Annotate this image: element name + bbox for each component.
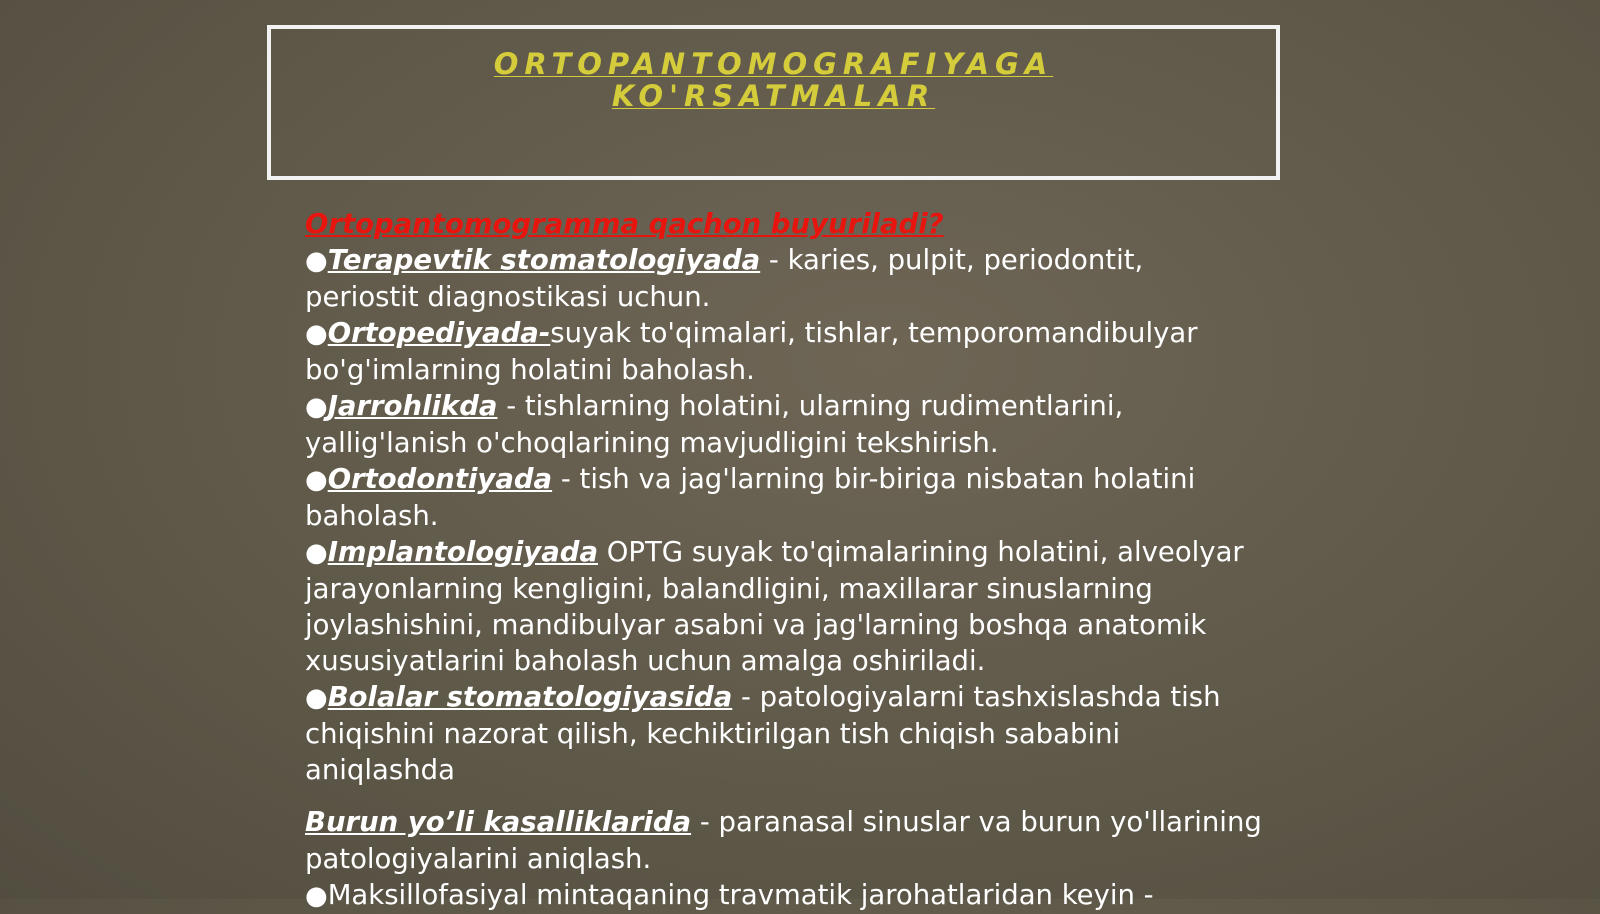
title-frame — [267, 25, 1280, 180]
list-item-bolalar — [305, 679, 1265, 788]
list-item-ortodontiya — [305, 461, 1265, 534]
item-term: Ortopediyada- — [327, 317, 551, 349]
item-term: Burun yo’li kasalliklarida — [305, 806, 692, 838]
item-text: - paranasal sinuslar va burun yo'llarining patologiyalarini aniqlash. — [305, 806, 1262, 875]
slide-title — [271, 48, 1276, 112]
item-text: - tishlarning holatini, ularning rudimentlarini, yallig'lanish o'choqlarining mavjudligini tekshirish. — [305, 390, 1124, 459]
slide-title-line2: KO'RSATMALAR — [611, 79, 936, 113]
list-item-ortopediya — [305, 315, 1265, 388]
bullet-icon: ● — [305, 246, 328, 276]
slide-title-line1: ORTOPANTOMOGRAFIYAGA — [493, 47, 1054, 81]
item-text: - tish va jag'larning bir-biriga nisbatan holatini baholash. — [305, 463, 1196, 532]
item-text: OPTG suyak to'qimalarining holatini, alveolyar jarayonlarning kengligini, balandligini, maxillarar sinuslarning joylashishini, mandibulyar asabni va jag'larning boshqa anatomik xususiyatlarini baholash uchun amalga oshiriladi. — [305, 536, 1244, 677]
item-term: Ortodontiyada — [327, 463, 553, 495]
item-term: Implantologiyada — [327, 536, 599, 568]
item-term: Bolalar stomatologiyasida — [327, 681, 733, 713]
list-item-maksillofasiyal — [305, 877, 1265, 914]
question-heading: Ortopantomogramma qachon buyuriladi? — [305, 208, 944, 240]
item-text: - patologiyalarni tashxislashda tish chiqishini nazorat qilish, kechiktirilgan tish chiqish sababini aniqlashda — [305, 681, 1221, 786]
list-item-terapevtik — [305, 242, 1265, 315]
list-item-implantologiya — [305, 534, 1265, 679]
item-text: Maksillofasiyal mintaqaning travmatik jarohatlaridan keyin - — [327, 879, 1154, 911]
list-item-burun — [305, 804, 1265, 877]
bullet-icon: ● — [305, 683, 328, 713]
item-term: Terapevtik stomatologiyada — [327, 244, 761, 276]
list-item-jarrohlik — [305, 388, 1265, 461]
slide-body — [305, 206, 1265, 914]
bullet-icon: ● — [305, 319, 328, 349]
bullet-icon: ● — [305, 881, 328, 911]
item-text: - karies, pulpit, periodontit, periostit diagnostikasi uchun. — [305, 244, 1144, 313]
item-text: suyak to'qimalari, tishlar, temporomandibulyar bo'g'imlarning holatini baholash. — [305, 317, 1198, 386]
item-term: Jarrohlikda — [327, 390, 498, 422]
bullet-icon: ● — [305, 465, 328, 495]
bullet-icon: ● — [305, 392, 328, 422]
bullet-icon: ● — [305, 538, 328, 568]
